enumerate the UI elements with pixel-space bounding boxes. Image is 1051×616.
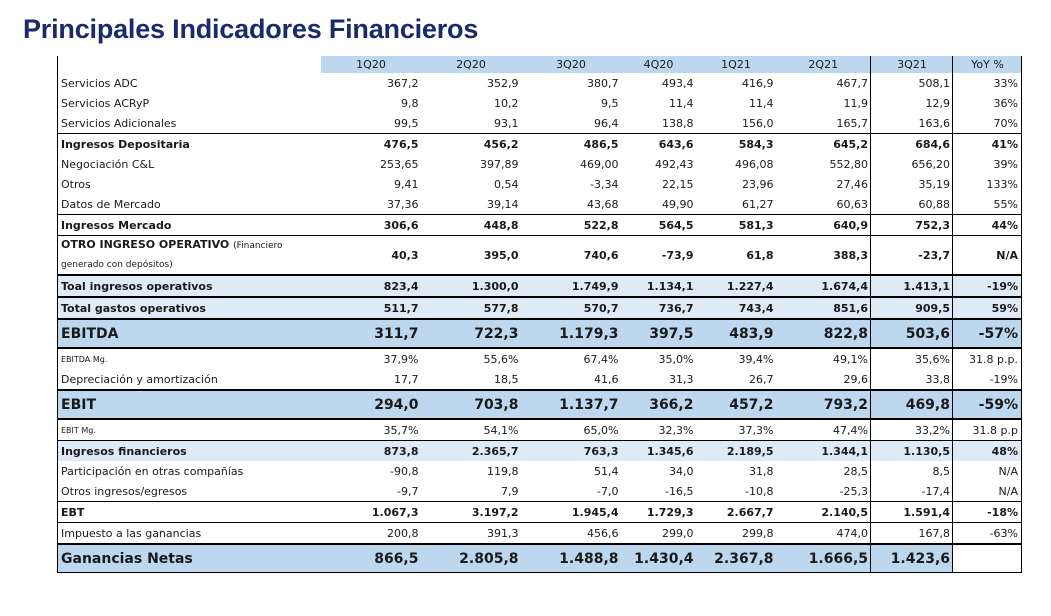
value-cell-1q21: 2.667,7 — [696, 502, 776, 523]
row-label-text: Ingresos Depositaria — [61, 137, 190, 151]
value-cell-1q21: 584,3 — [696, 134, 776, 155]
row-label-text: Ingresos Mercado — [61, 218, 172, 232]
value-cell-3q21: 60,88 — [871, 194, 953, 215]
row-label-text: Otros — [61, 177, 91, 191]
value-cell-4q20: 1.430,4 — [621, 544, 696, 573]
row-label — [58, 154, 321, 174]
row-label-text: Ingresos financieros — [61, 444, 187, 458]
value-cell-4q20: 138,8 — [662, 116, 694, 130]
value-cell-1q21: 496,08 — [735, 157, 774, 171]
value-cell-2q20: 93,1 — [494, 116, 519, 130]
value-cell-1q20: -9,7 — [397, 484, 419, 498]
row-label — [58, 481, 321, 502]
table-row — [58, 544, 1022, 573]
row-label — [58, 390, 321, 419]
value-cell-2q21: 28,5 — [843, 464, 868, 478]
value-cell-4q20: 22,15 — [662, 177, 694, 191]
row-label-text: Ganancias Netas — [61, 550, 193, 567]
value-cell-3q21: 656,20 — [871, 154, 953, 174]
table-row — [58, 93, 1022, 113]
value-cell-1q20: 253,65 — [380, 157, 419, 171]
value-cell-2q20: 456,2 — [421, 134, 521, 155]
value-cell-3q21: 752,3 — [871, 215, 953, 236]
row-label-text: OTRO INGRESO OPERATIVO — [61, 238, 230, 251]
value-cell-2q20: 0,54 — [494, 177, 519, 191]
value-cell-1q21: 23,96 — [742, 177, 774, 191]
page-title: Principales Indicadores Financieros — [23, 14, 479, 44]
value-cell-3q21: 1.413,1 — [871, 275, 953, 297]
table-row — [58, 154, 1022, 174]
value-cell-3q21: 1.591,4 — [871, 502, 953, 523]
header-2q20: 2Q20 — [421, 56, 521, 73]
value-cell-3q21: -23,7 — [871, 236, 953, 276]
value-cell-3q21: 35,6% — [871, 348, 953, 369]
value-cell-1q21: 743,4 — [696, 297, 776, 319]
value-cell-3q20: 570,7 — [521, 297, 621, 319]
value-cell-1q21: 37,3% — [696, 419, 776, 441]
value-cell-3q21: 469,8 — [871, 390, 953, 419]
value-cell-1q21: 2.189,5 — [696, 441, 776, 462]
yoy-cell: 33% — [953, 73, 1022, 93]
value-cell-2q21: 47,4% — [776, 419, 871, 441]
value-cell-2q20: 2.365,7 — [421, 441, 521, 462]
value-cell-1q20: 40,3 — [321, 236, 421, 276]
value-cell-1q20: 9,8 — [401, 96, 419, 110]
value-cell-3q20: 1.945,4 — [521, 502, 621, 523]
value-cell-2q21: 467,7 — [836, 76, 868, 90]
row-label-text: EBT — [61, 505, 85, 519]
value-cell-4q20: 11,4 — [669, 96, 694, 110]
yoy-cell: 59% — [953, 297, 1022, 319]
yoy-cell: -19% — [953, 275, 1022, 297]
yoy-cell: 41% — [953, 134, 1022, 155]
row-label-text: Datos de Mercado — [61, 197, 161, 211]
value-cell-1q20: 866,5 — [321, 544, 421, 573]
value-cell-2q21: 60,63 — [836, 197, 868, 211]
value-cell-1q20: 37,36 — [387, 197, 419, 211]
value-cell-2q20: 703,8 — [421, 390, 521, 419]
table-row — [58, 441, 1022, 462]
row-label — [58, 461, 321, 481]
value-cell-4q20: 299,0 — [621, 523, 696, 545]
value-cell-3q21: 1.130,5 — [871, 441, 953, 462]
yoy-cell: -63% — [953, 523, 1022, 545]
table-row — [58, 113, 1022, 134]
row-label — [58, 275, 321, 297]
row-label-text: Depreciación y amortización — [61, 372, 218, 386]
value-cell-2q20: 722,3 — [421, 319, 521, 348]
value-cell-2q20: 1.300,0 — [421, 275, 521, 297]
value-cell-3q20: 1.179,3 — [521, 319, 621, 348]
value-cell-2q20: 54,1% — [421, 419, 521, 441]
row-label — [58, 113, 321, 134]
value-cell-4q20: 564,5 — [621, 215, 696, 236]
value-cell-2q21: 29,6 — [843, 372, 868, 386]
row-label — [58, 73, 321, 93]
value-cell-3q20: 1.137,7 — [521, 390, 621, 419]
value-cell-1q21: 26,7 — [749, 372, 774, 386]
row-label-text: Participación en otras compañías — [61, 464, 244, 478]
value-cell-2q20: 352,9 — [487, 76, 519, 90]
value-cell-1q20: 823,4 — [321, 275, 421, 297]
table-row — [58, 297, 1022, 319]
value-cell-2q20: 391,3 — [421, 523, 521, 545]
value-cell-2q21: 1.344,1 — [776, 441, 871, 462]
table-row — [58, 236, 1022, 276]
value-cell-1q20: 873,8 — [321, 441, 421, 462]
value-cell-2q20: 577,8 — [421, 297, 521, 319]
value-cell-1q20: 476,5 — [321, 134, 421, 155]
row-label-text: Servicios ADC — [61, 76, 138, 90]
table-row — [58, 461, 1022, 481]
value-cell-3q21: 167,8 — [871, 523, 953, 545]
value-cell-3q21: 684,6 — [871, 134, 953, 155]
yoy-cell: -57% — [953, 319, 1022, 348]
yoy-cell — [953, 544, 1022, 573]
table-row — [58, 215, 1022, 236]
value-cell-3q21: 8,5 — [871, 461, 953, 481]
table-row — [58, 275, 1022, 297]
value-cell-3q20: 67,4% — [521, 348, 621, 369]
row-label — [58, 544, 321, 573]
value-cell-3q21: 909,5 — [871, 297, 953, 319]
value-cell-4q20: 31,3 — [669, 372, 694, 386]
row-label-text: EBITDA Mg. — [61, 354, 108, 364]
value-cell-3q21: 33,2% — [871, 419, 953, 441]
header-1q21: 1Q21 — [696, 56, 776, 73]
value-cell-3q21: -17,4 — [871, 481, 953, 502]
value-cell-4q20: 49,90 — [662, 197, 694, 211]
row-label — [58, 174, 321, 194]
value-cell-4q20: 1.729,3 — [621, 502, 696, 523]
table-row — [58, 348, 1022, 369]
value-cell-3q20: 763,3 — [521, 441, 621, 462]
value-cell-3q20: 740,6 — [521, 236, 621, 276]
value-cell-1q21: 1.227,4 — [696, 275, 776, 297]
value-cell-4q20: 492,43 — [655, 157, 694, 171]
value-cell-3q20: -7,0 — [597, 484, 619, 498]
value-cell-3q20: 41,6 — [594, 372, 619, 386]
table-row — [58, 194, 1022, 215]
value-cell-3q20: 51,4 — [594, 464, 619, 478]
value-cell-2q21: 552,80 — [829, 157, 868, 171]
row-label — [58, 319, 321, 348]
value-cell-2q20: 7,9 — [501, 484, 519, 498]
value-cell-3q20: 9,5 — [601, 96, 619, 110]
value-cell-3q20: 380,7 — [587, 76, 619, 90]
yoy-cell: -19% — [953, 369, 1022, 390]
value-cell-4q20: 1.345,6 — [621, 441, 696, 462]
row-label-text: Servicios ACRyP — [61, 96, 150, 110]
value-cell-1q20: 311,7 — [321, 319, 421, 348]
table-row — [58, 174, 1022, 194]
yoy-cell: N/A — [953, 481, 1022, 502]
value-cell-2q21: 1.666,5 — [776, 544, 871, 573]
row-label — [58, 194, 321, 215]
value-cell-1q21: 39,4% — [696, 348, 776, 369]
value-cell-3q20: 469,00 — [580, 157, 619, 171]
yoy-cell: 39% — [953, 154, 1022, 174]
value-cell-4q20: 736,7 — [621, 297, 696, 319]
yoy-cell: 133% — [953, 174, 1022, 194]
row-label — [58, 348, 321, 369]
yoy-cell: 31.8 p.p — [953, 419, 1022, 441]
yoy-cell: 44% — [953, 215, 1022, 236]
table-row — [58, 523, 1022, 545]
table-row — [58, 481, 1022, 502]
row-label — [58, 441, 321, 462]
row-label — [58, 369, 321, 390]
row-label-text: EBITDA — [61, 325, 119, 342]
header-3q20: 3Q20 — [521, 56, 621, 73]
header-label-cell — [58, 56, 321, 73]
value-cell-3q21: 33,8 — [871, 369, 953, 390]
row-label-text: Total gastos operativos — [61, 301, 206, 315]
value-cell-1q20: 99,5 — [394, 116, 419, 130]
table-row — [58, 419, 1022, 441]
value-cell-4q20: 1.134,1 — [621, 275, 696, 297]
row-label-sub: (Financiero generado con depósitos) — [61, 241, 283, 270]
value-cell-1q21: 483,9 — [696, 319, 776, 348]
value-cell-1q20: 294,0 — [321, 390, 421, 419]
value-cell-4q20: 35,0% — [621, 348, 696, 369]
value-cell-1q21: 156,0 — [742, 116, 774, 130]
value-cell-3q20: -3,34 — [590, 177, 619, 191]
value-cell-3q21: 1.423,6 — [871, 544, 953, 573]
value-cell-1q20: 9,41 — [394, 177, 419, 191]
value-cell-2q21: 27,46 — [836, 177, 868, 191]
value-cell-1q21: 11,4 — [749, 96, 774, 110]
value-cell-2q21: 2.140,5 — [776, 502, 871, 523]
value-cell-1q21: -10,8 — [745, 484, 774, 498]
row-label — [58, 93, 321, 113]
value-cell-2q20: 18,5 — [494, 372, 519, 386]
value-cell-1q21: 31,8 — [749, 464, 774, 478]
value-cell-2q21: 793,2 — [776, 390, 871, 419]
value-cell-1q20: 17,7 — [394, 372, 419, 386]
table-row — [58, 369, 1022, 390]
value-cell-2q21: 388,3 — [776, 236, 871, 276]
value-cell-2q20: 2.805,8 — [421, 544, 521, 573]
header-3q21: 3Q21 — [871, 56, 953, 73]
value-cell-2q21: 640,9 — [776, 215, 871, 236]
value-cell-3q21: 163,6 — [871, 113, 953, 134]
value-cell-2q21: -25,3 — [839, 484, 868, 498]
value-cell-1q20: 511,7 — [321, 297, 421, 319]
yoy-cell: 70% — [953, 113, 1022, 134]
value-cell-3q20: 1.488,8 — [521, 544, 621, 573]
value-cell-2q20: 10,2 — [494, 96, 519, 110]
value-cell-1q20: 1.067,3 — [321, 502, 421, 523]
value-cell-1q21: 299,8 — [696, 523, 776, 545]
value-cell-3q20: 1.749,9 — [521, 275, 621, 297]
yoy-cell: 55% — [953, 194, 1022, 215]
value-cell-3q20: 65,0% — [521, 419, 621, 441]
value-cell-4q20: 397,5 — [621, 319, 696, 348]
value-cell-1q21: 61,8 — [696, 236, 776, 276]
value-cell-4q20: -73,9 — [621, 236, 696, 276]
header-2q21: 2Q21 — [776, 56, 871, 73]
value-cell-2q21: 11,9 — [843, 96, 868, 110]
row-label-text: Servicios Adicionales — [61, 116, 177, 130]
yoy-cell: 48% — [953, 441, 1022, 462]
row-label — [58, 215, 321, 236]
value-cell-2q20: 55,6% — [421, 348, 521, 369]
value-cell-4q20: 32,3% — [621, 419, 696, 441]
value-cell-4q20: -16,5 — [665, 484, 694, 498]
value-cell-2q21: 1.674,4 — [776, 275, 871, 297]
row-label — [58, 134, 321, 155]
value-cell-2q20: 448,8 — [421, 215, 521, 236]
row-label-text: Negociación C&L — [61, 157, 155, 171]
value-cell-2q21: 822,8 — [776, 319, 871, 348]
value-cell-1q20: 306,6 — [321, 215, 421, 236]
value-cell-2q20: 395,0 — [421, 236, 521, 276]
value-cell-2q21: 474,0 — [776, 523, 871, 545]
yoy-cell: N/A — [953, 236, 1022, 276]
row-label-text: EBIT Mg. — [61, 425, 96, 435]
row-label-text: EBIT — [61, 396, 96, 413]
value-cell-1q21: 61,27 — [742, 197, 774, 211]
header-yoy: YoY % — [953, 56, 1022, 73]
table-row — [58, 390, 1022, 419]
value-cell-3q20: 96,4 — [594, 116, 619, 130]
row-label — [58, 502, 321, 523]
value-cell-2q21: 165,7 — [836, 116, 868, 130]
value-cell-1q20: 200,8 — [321, 523, 421, 545]
value-cell-1q21: 581,3 — [696, 215, 776, 236]
table-row — [58, 319, 1022, 348]
value-cell-3q20: 43,68 — [587, 197, 619, 211]
value-cell-1q21: 2.367,8 — [696, 544, 776, 573]
value-cell-3q20: 522,8 — [521, 215, 621, 236]
row-label — [58, 419, 321, 441]
row-label — [58, 523, 321, 545]
table-row — [58, 134, 1022, 155]
value-cell-4q20: 366,2 — [621, 390, 696, 419]
row-label — [58, 297, 321, 319]
value-cell-2q20: 119,8 — [487, 464, 519, 478]
value-cell-3q20: 486,5 — [521, 134, 621, 155]
value-cell-2q21: 645,2 — [776, 134, 871, 155]
value-cell-1q20: -90,8 — [390, 464, 419, 478]
table-row — [58, 502, 1022, 523]
yoy-cell: N/A — [953, 461, 1022, 481]
value-cell-3q21: 503,6 — [871, 319, 953, 348]
yoy-cell: -59% — [953, 390, 1022, 419]
table-row — [58, 73, 1022, 93]
row-label-text: Toal ingresos operativos — [61, 279, 213, 293]
row-label — [58, 236, 321, 276]
value-cell-3q20: 456,6 — [521, 523, 621, 545]
value-cell-4q20: 34,0 — [669, 464, 694, 478]
value-cell-3q21: 508,1 — [871, 73, 953, 93]
financial-indicators-table — [57, 56, 1022, 573]
value-cell-1q20: 367,2 — [387, 76, 419, 90]
value-cell-1q21: 457,2 — [696, 390, 776, 419]
value-cell-1q20: 37,9% — [321, 348, 421, 369]
value-cell-2q21: 49,1% — [776, 348, 871, 369]
value-cell-2q20: 39,14 — [487, 197, 519, 211]
row-label-text: Impuesto a las ganancias — [61, 526, 202, 540]
header-4q20: 4Q20 — [621, 56, 696, 73]
value-cell-3q21: 35,19 — [871, 174, 953, 194]
value-cell-2q20: 397,89 — [480, 157, 519, 171]
header-1q20: 1Q20 — [321, 56, 421, 73]
value-cell-3q21: 12,9 — [871, 93, 953, 113]
value-cell-2q21: 851,6 — [776, 297, 871, 319]
value-cell-4q20: 493,4 — [662, 76, 694, 90]
row-label-text: Otros ingresos/egresos — [61, 484, 188, 498]
yoy-cell: 36% — [953, 93, 1022, 113]
value-cell-2q20: 3.197,2 — [421, 502, 521, 523]
value-cell-1q20: 35,7% — [321, 419, 421, 441]
yoy-cell: 31.8 p.p. — [953, 348, 1022, 369]
yoy-cell: -18% — [953, 502, 1022, 523]
value-cell-4q20: 643,6 — [621, 134, 696, 155]
value-cell-1q21: 416,9 — [742, 76, 774, 90]
header-row — [58, 56, 1022, 73]
